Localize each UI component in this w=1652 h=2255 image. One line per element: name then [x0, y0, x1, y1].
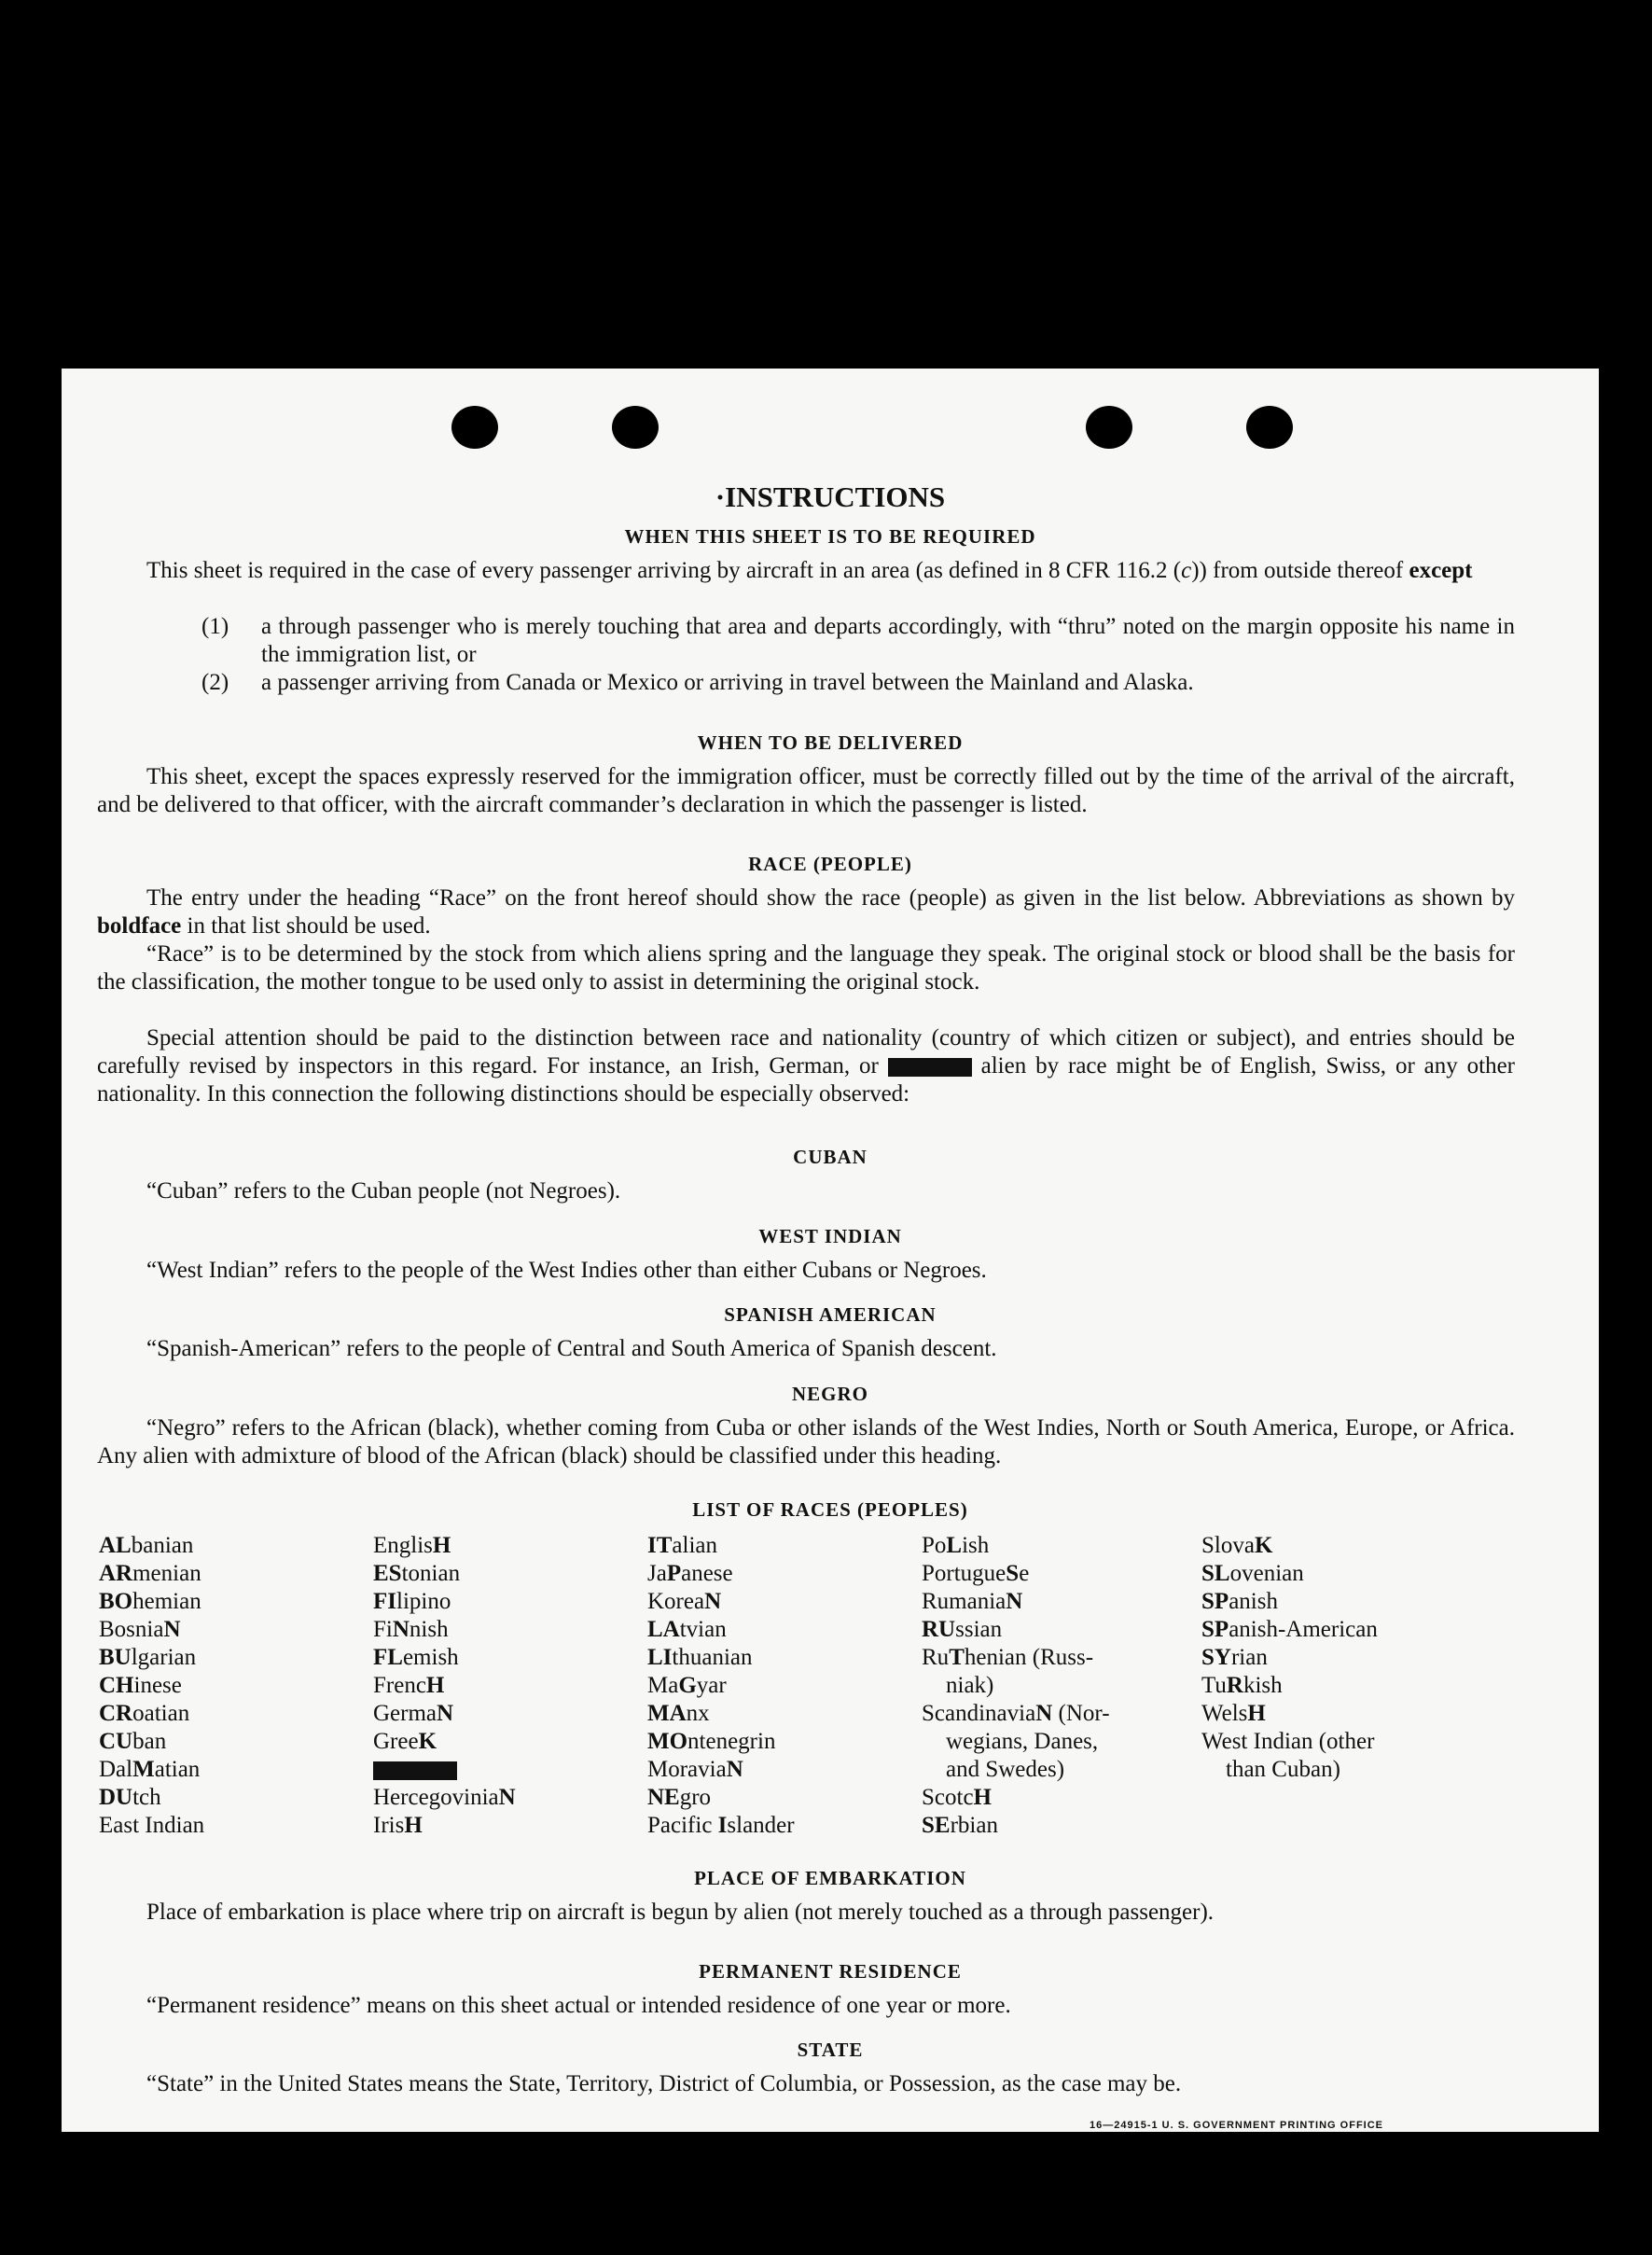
punch-hole — [612, 406, 659, 449]
redaction-mark — [373, 1761, 457, 1780]
race-entry: BOhemian — [99, 1589, 201, 1614]
race-entry: SlovaK — [1201, 1533, 1273, 1558]
list-item: (2) a passenger arriving from Canada or Mexico or arriving in travel between the Mainland and Alaska. — [201, 670, 1194, 695]
para-race-1: The entry under the heading “Race” on the front hereof should show the race (people) as given in the list below. Abbreviations as shown by boldface in that list should be used. — [97, 885, 1515, 939]
race-entry: EnglisH — [373, 1533, 451, 1558]
race-entry: ARmenian — [99, 1561, 201, 1586]
race-entry: GreeK — [373, 1729, 437, 1754]
para-state: “State” in the United States means the State, Territory, District of Columbia, or Possession, as the case may be. — [146, 2071, 1182, 2096]
race-entry: SLovenian — [1201, 1561, 1304, 1586]
race-entry: GermaN — [373, 1701, 454, 1726]
race-entry: MoraviaN — [647, 1757, 743, 1782]
race-entry: RumaniaN — [922, 1589, 1023, 1614]
race-entry: HercegoviniaN — [373, 1785, 516, 1810]
race-entry: CUban — [99, 1729, 167, 1754]
race-entry: CRoatian — [99, 1701, 190, 1726]
para-race-3: Special attention should be paid to the distinction between race and nationality (country of which citizen or subject), and entries should be carefully revised by inspectors in this regard. For instance, an Irish, German, or alien by race might be of English, Swiss, or any other nationality. In this connection the following distinctions should be especially observed: — [97, 1025, 1516, 1107]
race-entry: CHinese — [99, 1673, 182, 1698]
punch-hole — [1246, 406, 1293, 449]
heading-spanish-american: SPANISH AMERICAN — [724, 1303, 937, 1326]
race-entry: JaPanese — [647, 1561, 733, 1586]
race-entry: IrisH — [373, 1813, 423, 1838]
para-embarkation: Place of embarkation is place where trip on aircraft is begun by alien (not merely touched as a through passenger). — [146, 1900, 1215, 1925]
race-entry: BosniaN — [99, 1617, 181, 1642]
race-entry: TuRkish — [1201, 1673, 1283, 1698]
race-entry: BUlgarian — [99, 1645, 197, 1670]
heading-when-delivered: WHEN TO BE DELIVERED — [697, 731, 964, 754]
race-entry: FiNnish — [373, 1617, 449, 1642]
race-entry: RuThenian (Russ- — [922, 1645, 1094, 1670]
race-entry: LIthuanian — [647, 1645, 753, 1670]
race-entry: MAnx — [647, 1701, 710, 1726]
race-entry: PoLish — [922, 1533, 990, 1558]
race-entry: SYrian — [1201, 1645, 1268, 1670]
heading-list-of-races: LIST OF RACES (PEOPLES) — [692, 1498, 968, 1521]
race-entry: West Indian (other — [1201, 1729, 1375, 1754]
race-entry: FrencH — [373, 1673, 445, 1698]
heading-state: STATE — [797, 2039, 864, 2061]
race-entry: NEgro — [647, 1785, 712, 1810]
race-entry: DalMatian — [99, 1757, 201, 1782]
race-entry — [373, 1756, 516, 1784]
races-column — [373, 1532, 516, 1840]
list-item: (1) a through passenger who is merely touching that area and departs accordingly, with “thru” noted on the margin opposite his name in the immigration list, or — [201, 614, 1515, 667]
race-entry: Pacific Islander — [647, 1813, 795, 1838]
race-entry: ALbanian — [99, 1533, 194, 1558]
race-entry: DUtch — [99, 1785, 161, 1810]
race-entry: LAtvian — [647, 1617, 727, 1642]
heading-west-indian: WEST INDIAN — [758, 1225, 902, 1247]
para-race-2: “Race” is to be determined by the stock from which aliens spring and the language they speak. The original stock or blood shall be the basis for the classification, the mother tongue to be used only to assist in determining the original stock. — [97, 941, 1515, 995]
race-entry: PortugueSe — [922, 1561, 1030, 1586]
races-column — [922, 1532, 1110, 1840]
races-column — [99, 1532, 204, 1840]
page-title: ·INSTRUCTIONS — [715, 480, 946, 513]
race-entry: wegians, Danes, — [946, 1729, 1099, 1754]
race-entry: SPanish — [1201, 1589, 1278, 1614]
race-entry: EStonian — [373, 1561, 461, 1586]
heading-cuban: CUBAN — [793, 1146, 868, 1168]
race-entry: than Cuban) — [1226, 1757, 1340, 1782]
heading-residence: PERMANENT RESIDENCE — [699, 1960, 962, 1983]
races-column — [1201, 1532, 1378, 1784]
race-entry: ScandinaviaN (Nor- — [922, 1701, 1110, 1726]
heading-embarkation: PLACE OF EMBARKATION — [694, 1867, 966, 1889]
race-entry: ScotcH — [922, 1785, 992, 1810]
para-residence: “Permanent residence” means on this sheet actual or intended residence of one year or more. — [146, 1993, 1011, 2018]
race-entry: MOntenegrin — [647, 1729, 776, 1754]
race-entry: ITalian — [647, 1533, 717, 1558]
heading-when-required: WHEN THIS SHEET IS TO BE REQUIRED — [624, 525, 1036, 548]
race-entry: WelsH — [1201, 1701, 1266, 1726]
races-column — [647, 1532, 795, 1840]
race-entry: and Swedes) — [946, 1757, 1065, 1782]
race-entry: MaGyar — [647, 1673, 727, 1698]
para-when-required: This sheet is required in the case of every passenger arriving by aircraft in an area (as defined in 8 CFR 116.2 (c)) from outside thereof except — [146, 558, 1473, 583]
race-entry: niak) — [946, 1673, 994, 1698]
race-entry: East Indian — [99, 1813, 205, 1838]
race-entry: KoreaN — [647, 1589, 722, 1614]
race-entry: FLemish — [373, 1645, 459, 1670]
para-spanish-american: “Spanish-American” refers to the people of Central and South America of Spanish descent. — [146, 1336, 997, 1361]
para-cuban: “Cuban” refers to the Cuban people (not Negroes). — [146, 1178, 621, 1204]
printer-imprint: 16—24915-1 U. S. GOVERNMENT PRINTING OFFICE — [1090, 2120, 1384, 2131]
race-entry: SPanish-American — [1201, 1617, 1378, 1642]
race-entry: SErbian — [922, 1813, 998, 1838]
para-west-indian: “West Indian” refers to the people of the West Indies other than either Cubans or Negroes. — [146, 1258, 987, 1283]
race-entry: FIlipino — [373, 1589, 451, 1614]
punch-hole — [451, 406, 498, 449]
document-sheet — [62, 369, 1599, 2132]
para-negro: “Negro” refers to the African (black), whether coming from Cuba or other islands of the West Indies, North or South America, Europe, or Africa. Any alien with admixture of blood of the African (black) should be classified under this heading. — [97, 1415, 1515, 1469]
race-entry: RUssian — [922, 1617, 1003, 1642]
para-when-delivered: This sheet, except the spaces expressly reserved for the immigration officer, must be correctly filled out by the time of the arrival of the aircraft, and be delivered to that officer, with the aircraft commander’s declaration in which the passenger is listed. — [97, 764, 1515, 817]
punch-hole — [1086, 406, 1132, 449]
heading-race: RACE (PEOPLE) — [748, 853, 912, 875]
redaction-mark — [888, 1058, 972, 1077]
heading-negro: NEGRO — [791, 1383, 868, 1405]
